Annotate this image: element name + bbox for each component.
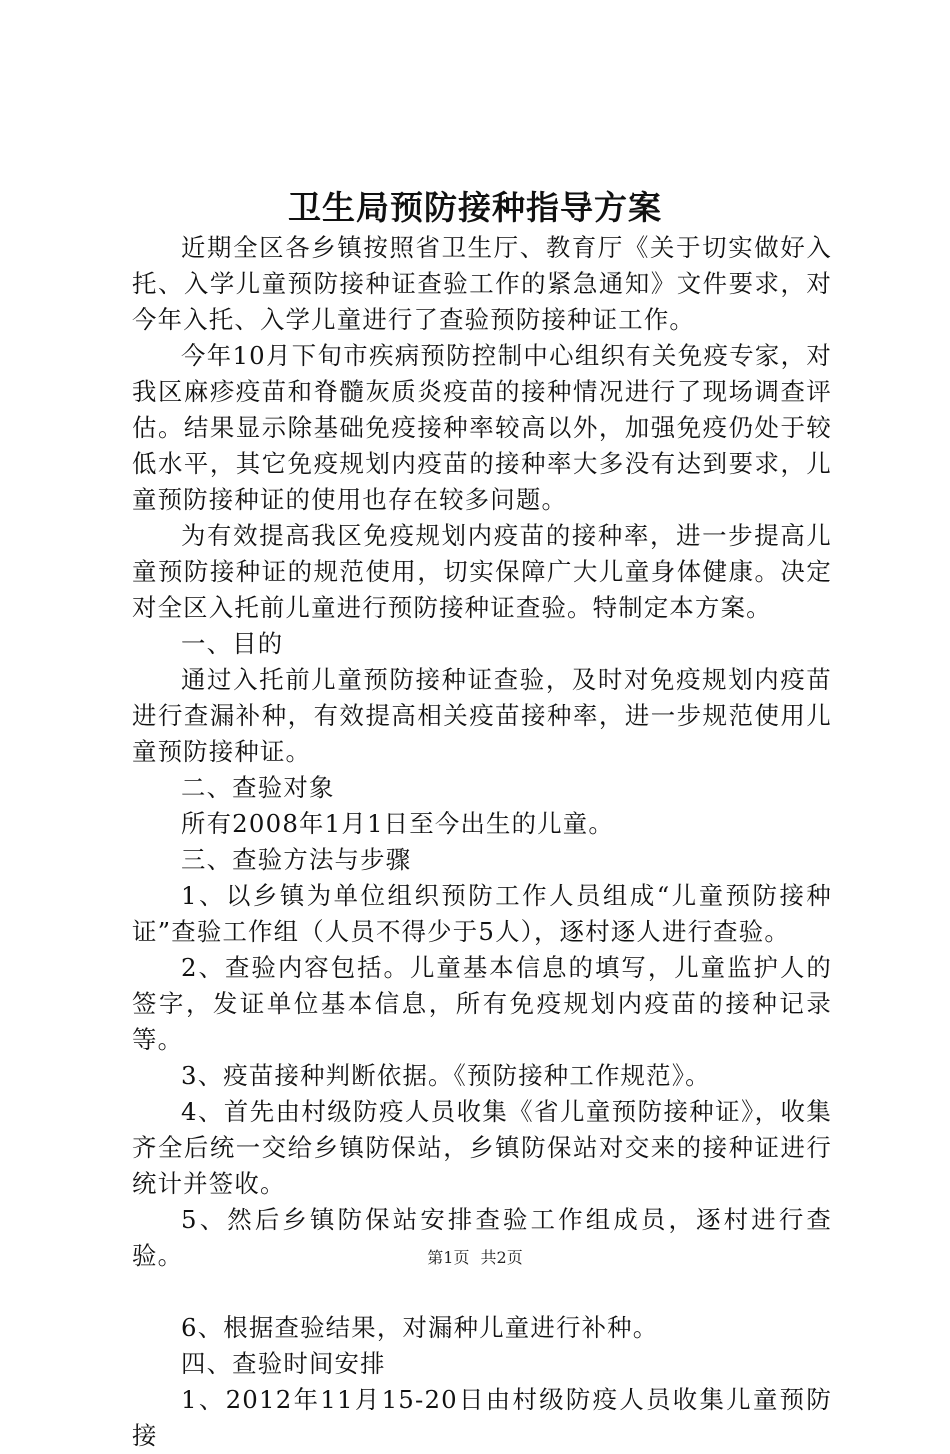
paragraph-purpose: 通过入托前儿童预防接种证查验，及时对免疫规划内疫苗进行查漏补种，有效提高相关疫苗接种率，进一步规范使用儿童预防接种证。 (132, 665, 832, 766)
document-title: 卫生局预防接种指导方案 (288, 188, 662, 227)
list-item-method-6: 6、根据查验结果，对漏种儿童进行补种。 (181, 1313, 659, 1342)
list-item-schedule-1: 1、2012年11月15-20日由村级防疫人员收集儿童预防接 (132, 1385, 832, 1450)
list-item-method-5: 5、然后乡镇防保站安排查验工作组成员，逐村进行查验。 (132, 1205, 832, 1270)
section-heading-purpose: 一、目的 (181, 629, 284, 658)
list-item-method-1: 1、以乡镇为单位组织预防工作人员组成“儿童预防接种证”查验工作组（人员不得少于5人），逐村逐人进行查验。 (132, 881, 832, 946)
blank-line (132, 1274, 832, 1310)
page-footer (0, 1245, 950, 1268)
paragraph-intro: 近期全区各乡镇按照省卫生厅、教育厅《关于切实做好入托、入学儿童预防接种证查验工作的紧急通知》文件要求，对今年入托、入学儿童进行了查验预防接种证工作。 (132, 233, 832, 334)
document-body (132, 230, 832, 1454)
page-number: 第1页 (427, 1248, 470, 1267)
list-item-method-3: 3、疫苗接种判断依据。《预防接种工作规范》。 (181, 1061, 711, 1090)
page-total: 共2页 (480, 1248, 523, 1267)
paragraph-survey: 今年10月下旬市疾病预防控制中心组织有关免疫专家，对我区麻疹疫苗和脊髓灰质炎疫苗的接种情况进行了现场调查评估。结果显示除基础免疫接种率较高以外，加强免疫仍处于较低水平，其它免疫规划内疫苗的接种率大多没有达到要求，儿童预防接种证的使用也存在较多问题。 (132, 341, 832, 514)
paragraph-subjects: 所有2008年1月1日至今出生的儿童。 (181, 809, 614, 838)
list-item-method-2: 2、查验内容包括。儿童基本信息的填写，儿童监护人的签字，发证单位基本信息，所有免疫规划内疫苗的接种记录等。 (132, 953, 832, 1054)
list-item-method-4: 4、首先由村级防疫人员收集《省儿童预防接种证》，收集齐全后统一交给乡镇防保站，乡镇防保站对交来的接种证进行统计并签收。 (132, 1097, 832, 1198)
section-heading-subjects: 二、查验对象 (181, 773, 335, 802)
section-heading-schedule: 四、查验时间安排 (181, 1349, 386, 1378)
section-heading-methods: 三、查验方法与步骤 (181, 845, 412, 874)
paragraph-decision: 为有效提高我区免疫规划内疫苗的接种率，进一步提高儿童预防接种证的规范使用，切实保障广大儿童身体健康。决定对全区入托前儿童进行预防接种证查验。特制定本方案。 (132, 521, 832, 622)
